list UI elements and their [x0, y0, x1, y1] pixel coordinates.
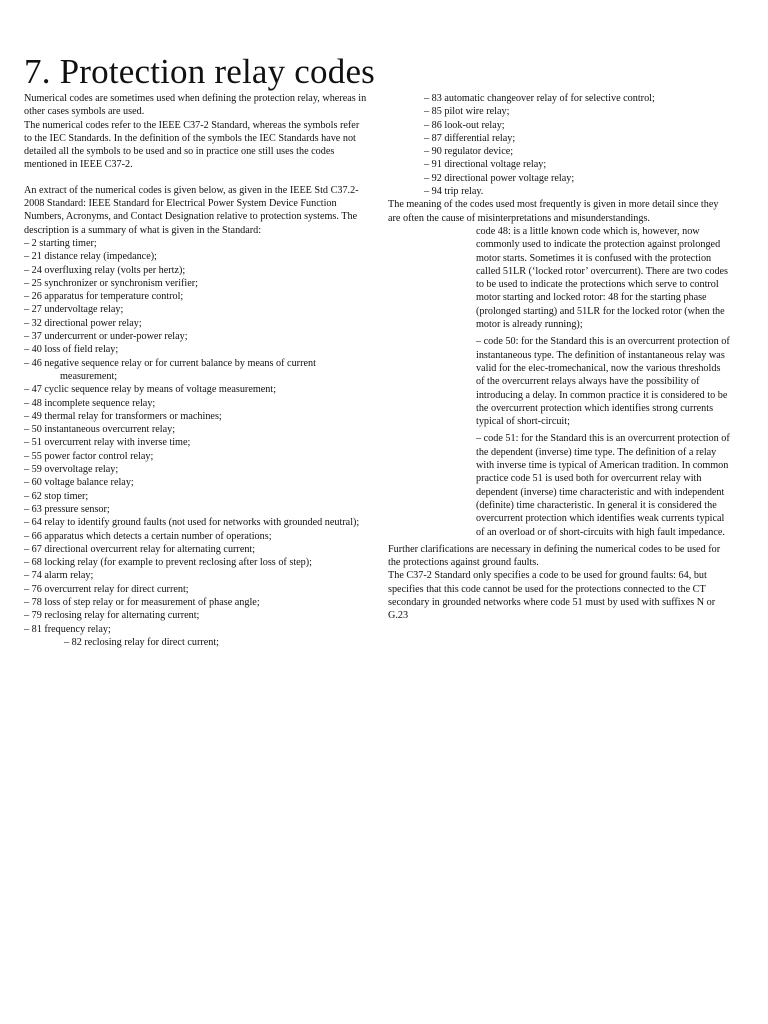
code-list-item: – 81 frequency relay; — [24, 623, 111, 635]
code-list-item: – 50 instantaneous overcurrent relay; — [24, 424, 176, 436]
code-list-item: – 37 undercurrent or under-power relay; — [24, 331, 188, 343]
code-detail-paragraph: – code 51: for the Standard this is an overcurrent protection of the dependent (inverse) time type. The definition of a relay with inverse time is typical of American tradition. In common practice code 51 is used both for overcurrent relay with dependent (inverse) time characteristic and with independent (definite) time characteristic. In general it is considered the overcurrent protection which identifies weak currents typical of an overload or of short-circuits with high fault impedance. — [476, 433, 730, 538]
code-list-item: – 76 overcurrent relay for direct current; — [24, 583, 189, 595]
ground-fault-paragraph: The C37-2 Standard only specifies a code to be used for ground faults: 64, but specifies that this code cannot be used for the protections connected to the CT secondary in grounded networks where code 51 must by used with suffixes N or G.23 — [388, 570, 716, 622]
code-list-item: – 92 directional power voltage relay; — [424, 172, 575, 184]
code-list-item: – 46 negative sequence relay or for current balance by means of current measurement; — [24, 357, 316, 382]
code-list-item: – 63 pressure sensor; — [24, 503, 110, 515]
code-list-item: – 32 directional power relay; — [24, 317, 142, 329]
ground-fault-paragraph: Further clarifications are necessary in defining the numerical codes to be used for the protections against ground faults. — [388, 543, 721, 569]
code-list-item: – 26 apparatus for temperature control; — [24, 291, 184, 303]
code-list-item: – 91 directional voltage relay; — [424, 159, 547, 171]
code-list-item: – 47 cyclic sequence relay by means of voltage measurement; — [24, 384, 277, 396]
extract-intro-paragraph: An extract of the numerical codes is given below, as given in the IEEE Std C37.2-2008 Standard: IEEE Standard for Electrical Power System Device Function Numbers, Acronyms, and Contact Designation relative to protection systems. The description is a summary of what is given in the Standard: — [24, 184, 359, 236]
code-list-item: – 83 automatic changeover relay of for selective control; — [424, 93, 655, 104]
code-list-item: – 60 voltage balance relay; — [24, 477, 134, 489]
code-list-item: – 24 overfluxing relay (volts per hertz); — [24, 264, 186, 276]
code-list-item: – 82 reclosing relay for direct current; — [64, 636, 220, 648]
code-list-item: – 48 incomplete sequence relay; — [24, 397, 156, 409]
code-list-item: – 68 locking relay (for example to prevent reclosing after loss of step); — [24, 557, 312, 569]
code-list-item: – 90 regulator device; — [424, 146, 514, 158]
code-detail-paragraph: – code 50: for the Standard this is an overcurrent protection of instantaneous type. The definition of instantaneous relay was valid for the elec-tromechanical, now the various thresholds of the overcurrent relays always have the possibility of introducing a delay. In common practice it is considered to be the overcurrent protection which identifies strong currents typical of short-circuit; — [476, 336, 730, 428]
code-list-item: – 55 power factor control relay; — [24, 450, 154, 462]
code-list-item: – 66 apparatus which detects a certain number of operations; — [24, 530, 272, 542]
paragraph-gap — [24, 172, 369, 184]
code-list-item: – 94 trip relay. — [424, 186, 484, 198]
code-list-item: – 59 overvoltage relay; — [24, 464, 119, 476]
code-list-continued — [388, 92, 730, 198]
code-list-item: – 21 distance relay (impedance); — [24, 251, 157, 263]
intro-paragraph: Numerical codes are sometimes used when defining the protection relay, whereas in other cases symbols are used. — [24, 93, 367, 118]
code-list-item: – 67 directional overcurrent relay for alternating current; — [24, 543, 256, 555]
code-details-block — [476, 225, 730, 539]
code-list-item: – 51 overcurrent relay with inverse time; — [24, 437, 191, 449]
left-column — [24, 92, 369, 649]
code-list-item: – 74 alarm relay; — [24, 570, 94, 582]
code-list-item: – 62 stop timer; — [24, 490, 89, 502]
page-title: 7. Protection relay codes — [24, 52, 376, 91]
intro-paragraph: The numerical codes refer to the IEEE C37-2 Standard, whereas the symbols refer to the IEC Standards. In the definition of the symbols the IEC Standards have not detailed all the symbols to be used and so in practice one still uses the codes mentioned in IEEE C37-2. — [24, 119, 360, 171]
code-list-item: – 49 thermal relay for transformers or machines; — [24, 410, 222, 422]
code-list-item: – 40 loss of field relay; — [24, 344, 119, 356]
code-list-item: – 85 pilot wire relay; — [424, 106, 510, 118]
code-list-item: – 25 synchronizer or synchronism verifier; — [24, 277, 198, 289]
code-detail-paragraph: code 48: is a little known code which is, however, now commonly used to indicate the protection against prolonged motor starts. Sometimes it is confused with the protection called 51LR (‘locked rotor’ overcurrent). There are two codes to be used to indicate the protections which serve to control motor starting and locked rotor: 48 for the starting phase (prolonged starting) and 51LR for the locked rotor (when the motor is already running); — [476, 225, 729, 331]
code-list — [24, 237, 369, 636]
code-list-item: – 79 reclosing relay for alternating current; — [24, 610, 200, 622]
code-list-item: – 87 differential relay; — [424, 132, 516, 144]
code-list-item: – 86 look-out relay; — [424, 119, 505, 131]
code-list-item: – 27 undervoltage relay; — [24, 304, 124, 316]
code-list-item: – 64 relay to identify ground faults (not used for networks with grounded neutral); — [24, 517, 360, 529]
code-list-item: – 78 loss of step relay or for measurement of phase angle; — [24, 596, 260, 608]
right-column — [388, 92, 730, 623]
code-list-item: – 2 starting timer; — [24, 237, 97, 249]
meaning-intro-paragraph: The meaning of the codes used most frequently is given in more detail since they are often the cause of misinterpretations and misunderstandings. — [388, 199, 719, 224]
